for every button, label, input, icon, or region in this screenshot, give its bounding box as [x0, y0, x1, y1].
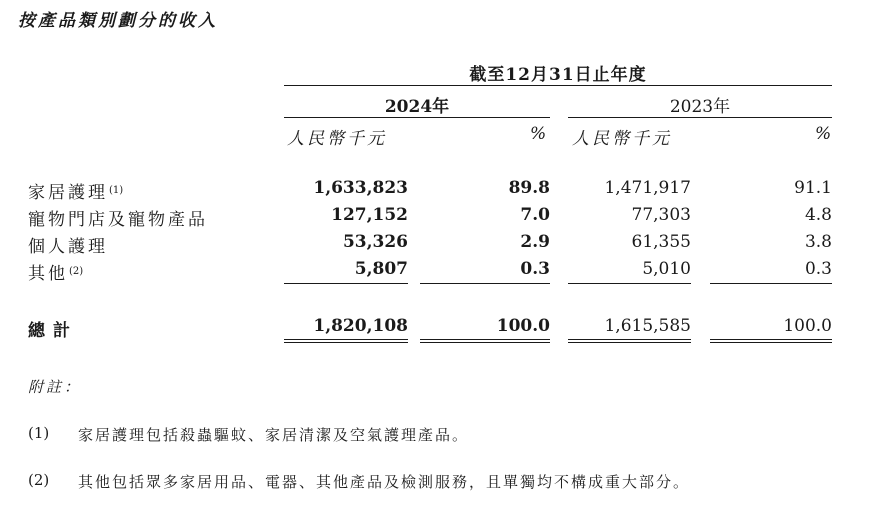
- row-label: 寵物門店及寵物產品: [28, 210, 208, 230]
- total-double-line: [284, 339, 408, 340]
- row-label: 家居護理$^{(1)}$: [28, 183, 124, 203]
- unit-label-2023: 人民幣千元: [572, 129, 672, 149]
- cell-2024-percent: 7.0: [520, 205, 550, 225]
- cell-2024-amount: 127,152: [331, 205, 408, 225]
- cell-2023-amount: 1,471,917: [604, 178, 691, 198]
- total-label: 總計: [28, 321, 78, 341]
- total-2024-percent: 100.0: [496, 316, 550, 336]
- footnote-text: 其他包括眾多家居用品、電器、其他產品及檢測服務，且單獨均不構成重大部分。: [78, 473, 691, 491]
- total-double-line: [420, 342, 550, 343]
- cell-2024-amount: 53,326: [342, 232, 408, 252]
- page-title: 按產品類別劃分的收入: [18, 11, 218, 31]
- total-double-line: [568, 342, 691, 343]
- cell-2023-percent: 4.8: [804, 205, 832, 225]
- cell-2023-percent: 3.8: [804, 232, 832, 252]
- footnote-mark: (2): [28, 471, 50, 489]
- period-underline: [284, 85, 832, 86]
- notes-title: 附註：: [28, 378, 83, 396]
- year-2023-underline: [568, 117, 832, 118]
- total-double-line: [568, 339, 691, 340]
- total-2024-amount: 1,820,108: [313, 316, 408, 336]
- cell-2023-percent: 91.1: [794, 178, 832, 198]
- cell-2024-amount: 5,807: [354, 259, 408, 279]
- year-2024-header: 2024年: [384, 97, 450, 117]
- footnote-ref: (2): [69, 266, 84, 277]
- total-double-line: [710, 339, 832, 340]
- subtotal-line: [284, 283, 408, 284]
- footnote-ref: (1): [109, 185, 124, 196]
- total-2023-amount: 1,615,585: [604, 316, 691, 336]
- cell-2023-percent: 0.3: [804, 259, 832, 279]
- period-header: 截至12月31日止年度: [469, 65, 647, 85]
- total-double-line: [710, 342, 832, 343]
- cell-2023-amount: 77,303: [631, 205, 691, 225]
- percent-label-2024: %: [530, 124, 547, 144]
- unit-label-2024: 人民幣千元: [287, 129, 387, 149]
- percent-label-2023: %: [815, 124, 832, 144]
- total-double-line: [420, 339, 550, 340]
- cell-2023-amount: 5,010: [642, 259, 691, 279]
- cell-2024-amount: 1,633,823: [313, 178, 408, 198]
- row-label: 個人護理: [28, 237, 108, 257]
- cell-2024-percent: 89.8: [508, 178, 550, 198]
- subtotal-line: [420, 283, 550, 284]
- subtotal-line: [568, 283, 691, 284]
- footnote-mark: (1): [28, 424, 50, 442]
- cell-2023-amount: 61,355: [631, 232, 691, 252]
- cell-2024-percent: 0.3: [520, 259, 550, 279]
- subtotal-line: [710, 283, 832, 284]
- footnote-text: 家居護理包括殺蟲驅蚊、家居清潔及空氣護理產品。: [78, 426, 470, 444]
- cell-2024-percent: 2.9: [520, 232, 550, 252]
- total-double-line: [284, 342, 408, 343]
- total-2023-percent: 100.0: [783, 316, 832, 336]
- year-2023-header: 2023年: [669, 97, 731, 117]
- year-2024-underline: [284, 117, 550, 118]
- row-label: 其他$^{(2)}$: [28, 264, 84, 284]
